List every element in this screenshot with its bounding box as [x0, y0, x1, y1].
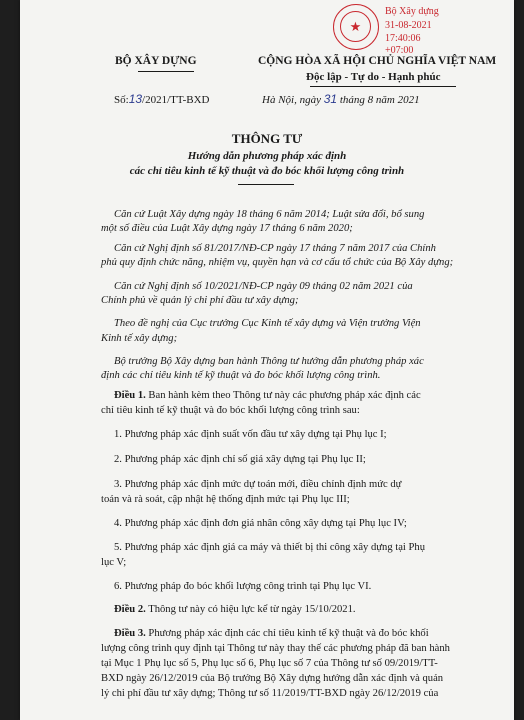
- subtitle-underline: [238, 184, 294, 185]
- list-item: 5. Phương pháp xác định giá ca máy và thiết bị thi công xây dựng tại Phụ: [114, 542, 426, 553]
- preamble-line: Căn cứ Nghị định số 81/2017/NĐ-CP ngày 17 tháng 7 năm 2017 của Chính: [114, 243, 436, 254]
- republic-name: CỘNG HÒA XÃ HỘI CHỦ NGHĨA VIỆT NAM: [258, 55, 497, 67]
- article-3-line: lý chi phí đầu tư xây dựng; Thông tư số 11/2019/TT-BXD ngày 26/12/2019 của: [101, 688, 439, 699]
- document-subtitle-line-1: Hướng dẫn phương pháp xác định: [187, 150, 347, 162]
- document-number: Số:13/2021/TT-BXD: [114, 92, 210, 106]
- article-3-line: lượng công trình quy định tại Thông tư này thay thế các phương pháp đã ban hành: [101, 643, 450, 654]
- preamble-line: Chính phủ về quản lý chi phí đầu tư xây dựng;: [101, 295, 299, 306]
- article-2: Điều 2. Thông tư này có hiệu lực kể từ ngày 15/10/2021.: [114, 604, 356, 615]
- ministry-underline: [138, 71, 194, 72]
- preamble-line: Căn cứ Nghị định số 10/2021/NĐ-CP ngày 09 tháng 02 năm 2021 của: [114, 281, 413, 292]
- article-3-line: tại Mục 1 Phụ lục số 5, Phụ lục số 6, Phụ lục số 7 của Thông tư số 09/2019/TT-: [101, 658, 438, 669]
- article-1-text: chỉ tiêu kinh tế kỹ thuật và đo bóc khối lượng công trình sau:: [101, 405, 360, 416]
- article-3-line: BXD ngày 26/12/2019 của Bộ trưởng Bộ Xây dựng hướng dẫn xác định và quản: [101, 673, 444, 684]
- document-subtitle-line-2: các chỉ tiêu kinh tế kỹ thuật và đo bóc khối lượng công trình: [129, 165, 405, 177]
- article-1-heading: Điều 1. Ban hành kèm theo Thông tư này các phương pháp xác định các: [114, 390, 421, 401]
- national-motto: Độc lập - Tự do - Hạnh phúc: [306, 71, 441, 83]
- preamble-line: một số điều của Luật Xây dựng ngày 17 tháng 6 năm 2020;: [101, 223, 353, 234]
- handwritten-day: 31: [323, 92, 338, 106]
- signature-date: 31-08-2021: [385, 20, 432, 31]
- list-item: 6. Phương pháp đo bóc khối lượng công trình tại Phụ lục VI.: [114, 581, 372, 592]
- document-type-title: THÔNG TƯ: [231, 131, 303, 146]
- preamble-line: phủ quy định chức năng, nhiệm vụ, quyền hạn và cơ cấu tổ chức của Bộ Xây dựng;: [101, 257, 454, 268]
- preamble-line: Bộ trưởng Bộ Xây dựng ban hành Thông tư hướng dẫn phương pháp xác: [114, 356, 424, 367]
- list-item: 3. Phương pháp xác định mức dự toán mới, điều chỉnh định mức dự: [114, 479, 402, 490]
- preamble-line: Căn cứ Luật Xây dựng ngày 18 tháng 6 năm 2014; Luật sửa đổi, bổ sung: [114, 209, 425, 220]
- signature-signer: Bộ Xây dựng: [385, 6, 439, 17]
- red-seal-emblem-icon: ★: [333, 4, 379, 50]
- list-item: 1. Phương pháp xác định suất vốn đầu tư xây dựng tại Phụ lục I;: [114, 429, 387, 440]
- issue-date: Hà Nội, ngày 31 tháng 8 năm 2021: [262, 92, 420, 106]
- signature-timezone: +07:00: [385, 45, 414, 56]
- motto-underline: [310, 86, 456, 87]
- list-item: 2. Phương pháp xác định chỉ số giá xây dựng tại Phụ lục II;: [114, 454, 366, 465]
- signature-time: 17:40:06: [385, 33, 421, 44]
- issuing-ministry: BỘ XÂY DỰNG: [115, 55, 197, 67]
- preamble-line: định các chỉ tiêu kinh tế kỹ thuật và đo bóc khối lượng công trình.: [101, 370, 381, 381]
- list-item: 4. Phương pháp xác định đơn giá nhân công xây dựng tại Phụ lục IV;: [114, 518, 407, 529]
- preamble-line: Kinh tế xây dựng;: [101, 333, 178, 344]
- article-3-heading: Điều 3. Phương pháp xác định các chỉ tiêu kinh tế kỹ thuật và đo bóc khối: [114, 628, 429, 639]
- list-item-continued: lục V;: [101, 557, 127, 568]
- list-item-continued: toán và rà soát, cập nhật hệ thống định mức tại Phụ lục III;: [101, 494, 350, 505]
- document-page: [20, 0, 514, 720]
- handwritten-number: 13: [128, 92, 143, 106]
- preamble-line: Theo đề nghị của Cục trưởng Cục Kinh tế xây dựng và Viện trưởng Viện: [114, 318, 421, 329]
